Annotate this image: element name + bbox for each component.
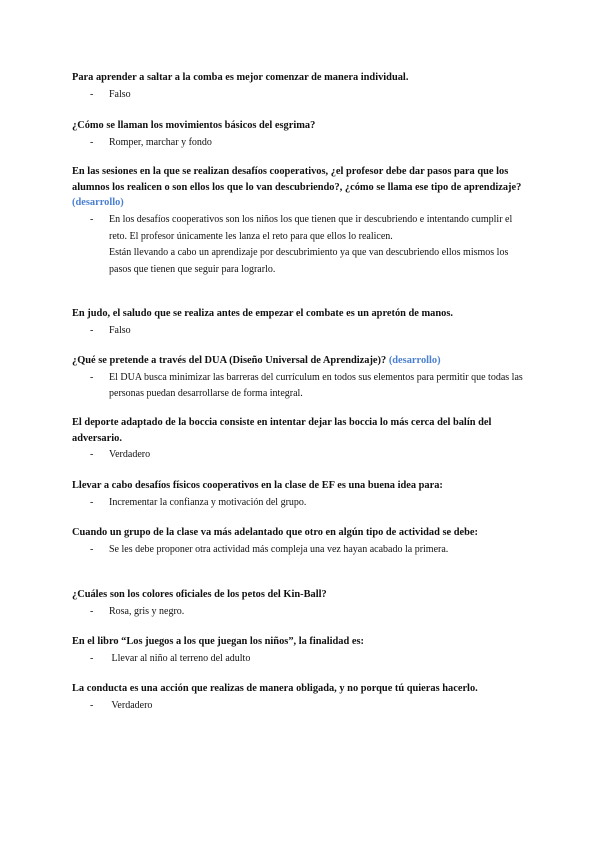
question-text: En judo, el saludo que se realiza antes de empezar el combate es un apretón de manos. — [72, 308, 453, 319]
answer-item: - Falso — [72, 87, 530, 104]
development-tag: (desarrollo) — [72, 197, 124, 209]
bullet-dash: - — [90, 652, 94, 664]
bullet-dash: - — [90, 449, 94, 461]
answer-item: - Rosa, gris y negro. — [72, 604, 530, 621]
bullet-dash: - — [90, 88, 94, 100]
answer-list — [72, 87, 530, 104]
qa-item-4 — [72, 306, 530, 339]
qa-item-2 — [72, 118, 530, 151]
question-text: En las sesiones en la que se realizan desafíos cooperativos, ¿el profesor debe dar pasos para que los alumnos los realicen o son ellos los que lo van descubriendo?, ¿cómo se llama ese tipo de aprendizaje? (desarrollo) — [72, 166, 522, 209]
answer-list — [72, 212, 530, 246]
answer-list — [72, 604, 530, 621]
answer-item: - Incrementar la confianza y motivación del grupo. — [72, 495, 530, 512]
bullet-dash: - — [90, 213, 94, 225]
question-text: ¿Cuáles son los colores oficiales de los petos del Kin-Ball? — [72, 589, 327, 600]
question-text: ¿Qué se pretende a través del DUA (Diseño Universal de Aprendizaje)? (desarrollo) — [72, 355, 441, 366]
question-text: Cuando un grupo de la clase va más adelantado que otro en algún tipo de actividad se debe: — [72, 527, 478, 538]
bullet-dash: - — [90, 496, 94, 508]
answer-list — [72, 495, 530, 512]
qa-item-1 — [72, 70, 530, 103]
answer-list — [72, 447, 530, 464]
bullet-dash: - — [90, 605, 94, 617]
answer-item: - Romper, marchar y fondo — [72, 135, 530, 152]
answer-item: - Se les debe proponer otra actividad más compleja una vez hayan acabado la primera. — [72, 542, 530, 559]
answer-list — [72, 135, 530, 152]
bullet-dash: - — [90, 371, 94, 383]
qa-item-6 — [72, 415, 530, 464]
development-tag: (desarrollo) — [388, 355, 441, 366]
bullet-dash: - — [90, 699, 94, 711]
bullet-dash: - — [90, 136, 94, 148]
answer-list — [72, 698, 530, 715]
qa-item-7 — [72, 478, 530, 511]
qa-item-10 — [72, 634, 530, 667]
qa-item-11 — [72, 681, 530, 714]
question-text: ¿Cómo se llaman los movimientos básicos del esgrima? — [72, 120, 316, 131]
answer-item: - El DUA busca minimizar las barreras del currículum en todos sus elementos para permitir que todas las personas puedan desarrollarse de forma integral. — [90, 371, 523, 400]
answer-list — [72, 651, 530, 668]
question-text: El deporte adaptado de la boccia consiste en intentar dejar las boccia lo más cerca del balín del adversario. — [72, 417, 492, 444]
answer-continuation: Están llevando a cabo un aprendizaje por descubrimiento ya que van descubriendo ellos mismos los pasos que tienen que seguir para lograrlo. — [109, 247, 509, 276]
answer-list — [72, 323, 530, 340]
answer-list — [72, 370, 530, 404]
qa-item-3 — [72, 164, 530, 279]
question-text: Llevar a cabo desafíos físicos cooperativos en la clase de EF es una buena idea para: — [72, 480, 443, 491]
answer-list — [72, 542, 530, 559]
qa-item-8 — [72, 525, 530, 558]
question-text: Para aprender a saltar a la comba es mejor comenzar de manera individual. — [72, 72, 409, 83]
answer-item: - Falso — [72, 323, 530, 340]
qa-item-5 — [72, 353, 530, 403]
answer-item: - En los desafíos cooperativos son los niños los que tienen que ir descubriendo e intentando cumplir el reto. El profesor únicamente les lanza el reto para que ellos lo realicen. — [90, 213, 513, 242]
answer-item: - Verdadero — [72, 698, 530, 715]
answer-item: - Llevar al niño al terreno del adulto — [72, 651, 530, 668]
answer-item: - Verdadero — [72, 447, 530, 464]
bullet-dash: - — [90, 543, 94, 555]
question-text: La conducta es una acción que realizas de manera obligada, y no porque tú quieras hacerlo. — [72, 683, 478, 694]
bullet-dash: - — [90, 324, 94, 336]
question-text: En el libro “Los juegos a los que juegan los niños”, la finalidad es: — [72, 636, 364, 647]
qa-item-9 — [72, 587, 530, 620]
